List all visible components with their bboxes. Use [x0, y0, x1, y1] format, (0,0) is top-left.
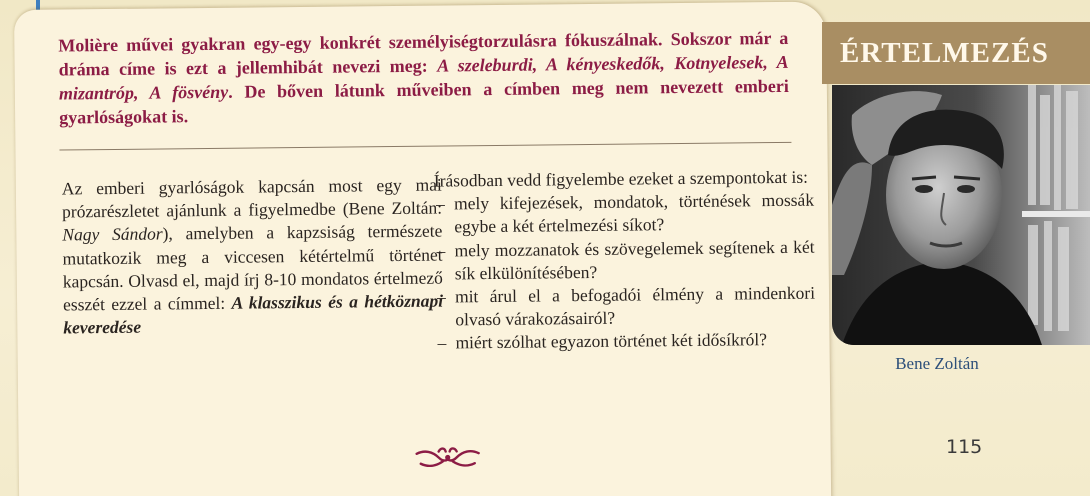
drama-titles: A szeleburdi, A kényeskedők, Kotnyelesek, A mizantróp, A fösvény	[58, 51, 789, 104]
criteria-column	[434, 166, 816, 356]
criteria-intro: Írásodban vedd figyelembe ezeket a szempontokat is:	[433, 166, 809, 191]
criteria-list	[434, 189, 816, 355]
section-title: ÉRTELMEZÉS	[840, 36, 1049, 69]
section-divider	[59, 142, 791, 151]
sidebar-title	[822, 22, 1090, 84]
list-item: – mely mozzanatok és szövegelemek segítenek a két sík elkülönítésében?	[434, 235, 814, 285]
author-portrait	[832, 85, 1090, 345]
decorative-flourish-icon	[415, 445, 481, 472]
content-panel	[14, 1, 831, 496]
intro-paragraph: Molière művei gyakran egy-egy konkrét személyiségtorzulásra fókuszálnak. Sokszor már a dráma címe is ezt a jellemhibát nevezi meg: A szeleburdi, A kényeskedők, Kotnyelesek, A mizantróp, A fösvény. De bőven látunk műveiben a címben meg nem nevezett emberi gyarlóságokat is.	[58, 27, 789, 128]
list-item: – mely kifejezések, mondatok, történések mossák egybe a két értelmezési síkot?	[434, 189, 814, 239]
page-number: 115	[946, 436, 983, 458]
essay-title: A klasszikus és a hétköznapi keveredése	[63, 290, 444, 338]
list-item: – mit árul el a befogadói élmény a mindenkori olvasó várakozásairól?	[435, 282, 815, 332]
list-item: – miért szólhat egyazon történet két idősíkról?	[435, 328, 815, 355]
book-title: Nagy Sándor	[62, 223, 163, 245]
portrait-image	[832, 85, 1090, 345]
portrait-caption: Bene Zoltán	[895, 354, 979, 373]
assignment-text: Az emberi gyarlóságok kapcsán most egy mai prózarészletet ajánlunk a figyelmedbe (Bene Zoltán: Nagy Sándor), amelyben a kapzsiság természete mutatkozik meg a viccesen kétértelmű történet kapcsán. Olvasd el, majd írj 8-10 mondatos értelmező esszét ezzel a címmel: A klasszikus és a hétköznapi keveredése	[61, 174, 444, 338]
